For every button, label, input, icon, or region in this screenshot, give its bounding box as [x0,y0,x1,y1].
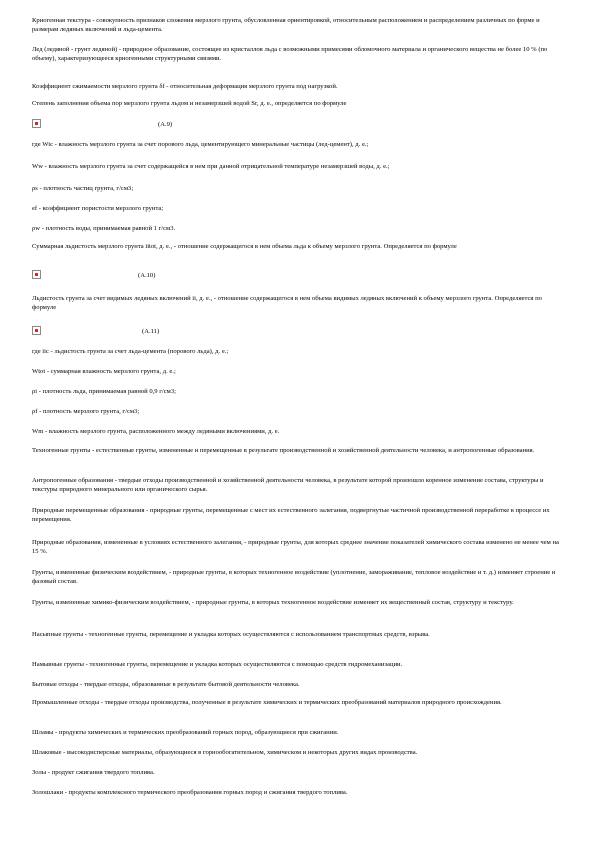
variable-rho-s: ρs - плотность частиц грунта, г/см3; [32,185,134,192]
definition-ash-slag: Золошлаки - продукты комплексного термического преобразования горных пород и сжигания твердого топлива. [32,789,348,796]
broken-image-icon [32,119,41,128]
variable-ww: Ww - влажность мерзлого грунта за счет содержащейся в нем при данной отрицательной температуре незамерзшей воды, д. е.; [32,163,390,170]
formula-a11 [32,326,332,340]
definition-household-waste: Бытовые отходы - твердые отходы, образованные в результате бытовой деятельности человека. [32,681,300,688]
definition-industrial-waste: Промышленные отходы - твердые отходы производства, полученные в результате химических и термических преобразований материалов природного происхождения. [32,699,502,706]
definition-compressibility: Коэффициент сжимаемости мерзлого грунта δf - относительная деформация мерзлого грунта под нагрузкой. [32,83,338,90]
variable-rho-f: ρf - плотность мерзлого грунта, г/см3; [32,408,140,415]
definition-natural-altered: Природные образования, измененные в условиях естественного залегания, - природные грунты, для которых среднее значение показателей химического состава изменено не менее чем на 15 %. [32,539,559,556]
variable-rho-w: ρw - плотность воды, принимаемая равной 1 г/см3. [32,225,176,232]
definition-ice: Лед (ледяной - грунт ледяной) - природное образование, состоящее из кристаллов льда с возможными примесями обломочного материала и органического вещества не более 10 % (по объему), характеризующееся криогенными структурными связями. [32,46,548,63]
definition-total-iciness: Суммарная льдистость мерзлого грунта iitot, д. е., - отношение содержащегося в нем объема льда к объему мерзлого грунта. Определяется по формуле [32,243,457,250]
definition-slags: Шламы - продукты химических и термических преобразований горных пород, образующиеся при сжигании. [32,729,339,736]
formula-a9 [32,119,332,133]
definition-pore-filling: Степень заполнения объема пор мерзлого грунта льдом и незамерзшей водой Sr, д. е., определяется по формуле [32,100,347,107]
variable-rho-i: ρi - плотность льда, принимаемая равной 0,9 г/см3; [32,388,176,395]
formula-number: (А.9) [158,121,173,128]
variable-wm: Wm - влажность мерзлого грунта, расположенного между ледяными включениями, д. е. [32,428,280,435]
formula-a10 [32,270,332,284]
formula-number: (А.10) [138,272,156,279]
definition-natural-displaced: Природные перемещенные образования - природные грунты, перемещенные с мест их естественного залегания, подвергнутые частичной производственной переработке в процессе их перемещения. [32,507,550,524]
formula-number: (А.11) [142,328,160,335]
definition-chemically-altered: Грунты, измененные химико-физическим воздействием, - природные грунты, в которых техногенное воздействие изменяет их вещественный состав, структуру и текстуру. [32,599,514,606]
definition-anthropogenic: Антропогенные образования - твердые отходы производственной и хозяйственной деятельности человека, в результате которой произошло коренное изменение состава, структуры и текстуры природного минерального или органического сырья. [32,477,544,494]
definition-ash: Золы - продукт сжигания твердого топлива. [32,769,155,776]
definition-bulk-soils: Насыпные грунты - техногенные грунты, перемещение и укладка которых осуществляются с использованием транспортных средств, взрыва. [32,631,430,638]
variable-ef: ef - коэффициент пористости мерзлого грунта; [32,205,164,212]
definition-physically-altered: Грунты, измененные физическим воздействием, - природные грунты, в которых техногенное воздействие (уплотнение, замораживание, тепловое воздействие и т. д.) изменяет строение и фазовый состав. [32,569,556,586]
broken-image-icon [32,326,41,335]
variable-iic: где iic - льдистость грунта за счет льда-цемента (порового льда), д. е.; [32,348,229,355]
definition-alluvial-soils: Намывные грунты - техногенные грунты, перемещение и укладка которых осуществляются с помощью средств гидромеханизации. [32,661,403,668]
definition-visible-iciness: Льдистость грунта за счет видимых ледяных включений ii, д. е., - отношение содержащегося в нем объема видимых ледяных включений к объему мерзлого грунта. Определяется по формуле [32,295,542,312]
definition-cryogenic-texture: Криогенная текстура - совокупность признаков сложения мерзлого грунта, обусловленная ориентировкой, относительным расположением и распределением различных по форме и размерам ледяных включений и льда-цемента. [32,17,540,34]
variable-wtot: Wtot - суммарная влажность мерзлого грунта, д. е.; [32,368,176,375]
definition-technogenic-soils: Техногенные грунты - естественные грунты, измененные и перемещенные в результате производственной и хозяйственной деятельности человека, и антропогенные образования. [32,447,535,454]
variable-wic: где Wic - влажность мерзлого грунта за счет порового льда, цементирующего минеральные частицы (лед-цемент), д. е.; [32,141,369,148]
definition-sludges: Шлаковые - высокодисперсные материалы, образующиеся в горнообогатительном, химическом и некоторых других видах производства. [32,749,418,756]
broken-image-icon [32,270,41,279]
